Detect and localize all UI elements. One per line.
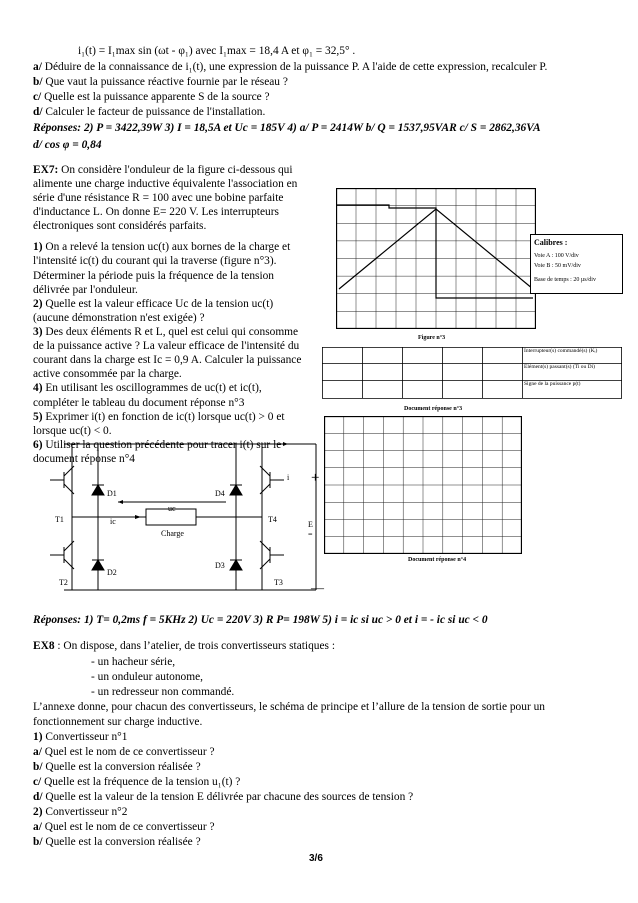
ex7-answers: Réponses: 1) T= 0,2ms f = 5KHz 2) Uc = 220V 3) R P= 198W 5) i = ic si uc > 0 et i = - ic si uc < 0 [33, 614, 488, 626]
ex7-line-3: d'inductance L. On donne E= 220 V. Les interrupteurs [33, 206, 279, 218]
ex8-conv2: 2) Convertisseur n°2 [33, 806, 128, 818]
ex8-q1-c: c/ Quelle est la fréquence de la tension u₁(t) ? [33, 776, 241, 788]
ex7-question-line: 6) Utiliser la question précédente pour tracer i(t) sur le [33, 439, 282, 451]
ex7-question-line: 5) Exprimer i(t) en fonction de ic(t) lorsque uc(t) > 0 et [33, 411, 285, 423]
ex7-question-line: active consommée par la charge. [33, 368, 182, 380]
inverter-circuit [46, 440, 336, 600]
ex8-item-2: - un onduleur autonome, [91, 671, 203, 683]
ex7-question-line: document réponse n°4 [33, 453, 135, 465]
doc3-caption: Document réponse n°3 [404, 406, 463, 412]
ex7-line-1: alimente une charge inductive équivalente l'association en [33, 178, 298, 190]
ex8-item-3: - un redresseur non commandé. [91, 686, 235, 698]
figure-3-caption: Figure n°3 [418, 335, 446, 341]
label-T2: T2 [59, 578, 68, 587]
ex8-intro: EX8 : On dispose, dans l’atelier, de trois convertisseurs statiques : [33, 640, 335, 652]
uc-waveform [337, 205, 533, 298]
ex7-question-line: courant dans la charge est Ic = 0,9 A. Calculer la puissance [33, 354, 302, 366]
label-uc: uc [168, 504, 176, 513]
ex7-question-line: 4) En utilisant les oscillogrammes de uc(t) et ic(t), [33, 382, 262, 394]
oscilloscope-figure-3 [336, 188, 536, 329]
ex7-question-line: lorsque uc(t) < 0. [33, 425, 112, 437]
label-minus: — [311, 580, 324, 595]
ex8-q1-b: b/ Quelle est la conversion réalisée ? [33, 761, 201, 773]
ex8-q2-b: b/ Quelle est la conversion réalisée ? [33, 836, 201, 848]
response-grid-4 [324, 416, 522, 554]
table-row-label-1: Interrupteur(s) commandé(s) (Kᵢ) [524, 348, 598, 354]
label-ic: ic [110, 517, 116, 526]
ex7-question-line: de la puissance active ? La valeur efficace de l'intensité du [33, 340, 300, 352]
label-E: E [308, 520, 313, 529]
calibres-box: Calibres : Voie A : 100 V/div Voie B : 50 mV/div Base de temps : 20 µs/div [530, 234, 623, 294]
label-charge: Charge [161, 529, 184, 538]
ex8-annexe-2: fonctionnement sur charge inductive. [33, 716, 203, 728]
ex7-question-line: délivrée par l'onduleur. [33, 284, 138, 296]
ex7-line-0: EX7: On considère l'onduleur de la figure ci-dessous qui [33, 164, 293, 176]
question-a: a/ Déduire de la connaissance de i₁(t), une expression de la puissance P. A l'aide de cette expression, recalculer P. [33, 61, 548, 73]
ex7-line-2: série d'une résistance R = 100 avec une bobine parfaite [33, 192, 284, 204]
ex8-conv1: 1) Convertisseur n°1 [33, 731, 128, 743]
table-row-label-3: Signe de la puissance p(t) [524, 381, 581, 387]
response-table-3 [322, 347, 622, 399]
label-D2: D2 [107, 568, 117, 577]
ex8-q1-a: a/ Quel est le nom de ce convertisseur ? [33, 746, 215, 758]
ex8-item-1: - un hacheur série, [91, 656, 176, 668]
question-d: d/ Calculer le facteur de puissance de l'installation. [33, 106, 266, 118]
ex7-question-line: Déterminer la période puis la fréquence de la tension [33, 270, 274, 282]
ex7-question-line: compléter le tableau du document réponse n°3 [33, 397, 245, 409]
answers-line-1: Réponses: 2) P = 3422,39W 3) I = 18,5A et Uc = 185V 4) a/ P = 2414W b/ Q = 1537,95VAR c/ S = 2862,36VA [33, 122, 541, 134]
answers-line-2: d/ cos φ = 0,84 [33, 139, 102, 151]
ex8-q2-a: a/ Quel est le nom de ce convertisseur ? [33, 821, 215, 833]
ex8-annexe-1: L’annexe donne, pour chacun des convertisseurs, le schéma de principe et l’allure de la tension de sortie pour un [33, 701, 545, 713]
ex7-question-line: 1) On a relevé la tension uc(t) aux bornes de la charge et [33, 241, 291, 253]
label-T3: T3 [274, 578, 283, 587]
label-plus: + [311, 470, 320, 486]
question-c: c/ Quelle est la puissance apparente S de la source ? [33, 91, 270, 103]
doc4-caption: Document réponse n°4 [408, 557, 467, 563]
label-D1: D1 [107, 489, 117, 498]
page-number: 3/6 [309, 853, 323, 864]
ex7-question-line: 2) Quelle est la valeur efficace Uc de la tension uc(t) [33, 298, 274, 310]
label-eq: = [308, 530, 313, 539]
label-D4: D4 [215, 489, 225, 498]
ex8-q1-d: d/ Quelle est la valeur de la tension E délivrée par chacune des sources de tension ? [33, 791, 414, 803]
label-D3: D3 [215, 561, 225, 570]
label-T4: T4 [268, 515, 277, 524]
ex7-question-line: l'intensité ic(t) du courant qui la traverse (figure n°3). [33, 255, 277, 267]
ex7-question-line: (aucune démonstration n'est exigée) ? [33, 312, 205, 324]
label-T1: T1 [55, 515, 64, 524]
question-b: b/ Que vaut la puissance réactive fournie par le réseau ? [33, 76, 288, 88]
ex7-line-4: électroniques sont considérés parfaits. [33, 220, 207, 232]
ex7-question-line: 3) Des deux éléments R et L, quel est celui qui consomme [33, 326, 299, 338]
label-i: i [287, 473, 290, 482]
formula-line: i₁(t) = I₁max sin (ωt - φ₁) avec I₁max = 18,4 A et φ₁ = 32,5° . [78, 45, 356, 57]
table-row-label-2: Elément(s) passant(s) (Ti ou Di) [524, 364, 595, 370]
